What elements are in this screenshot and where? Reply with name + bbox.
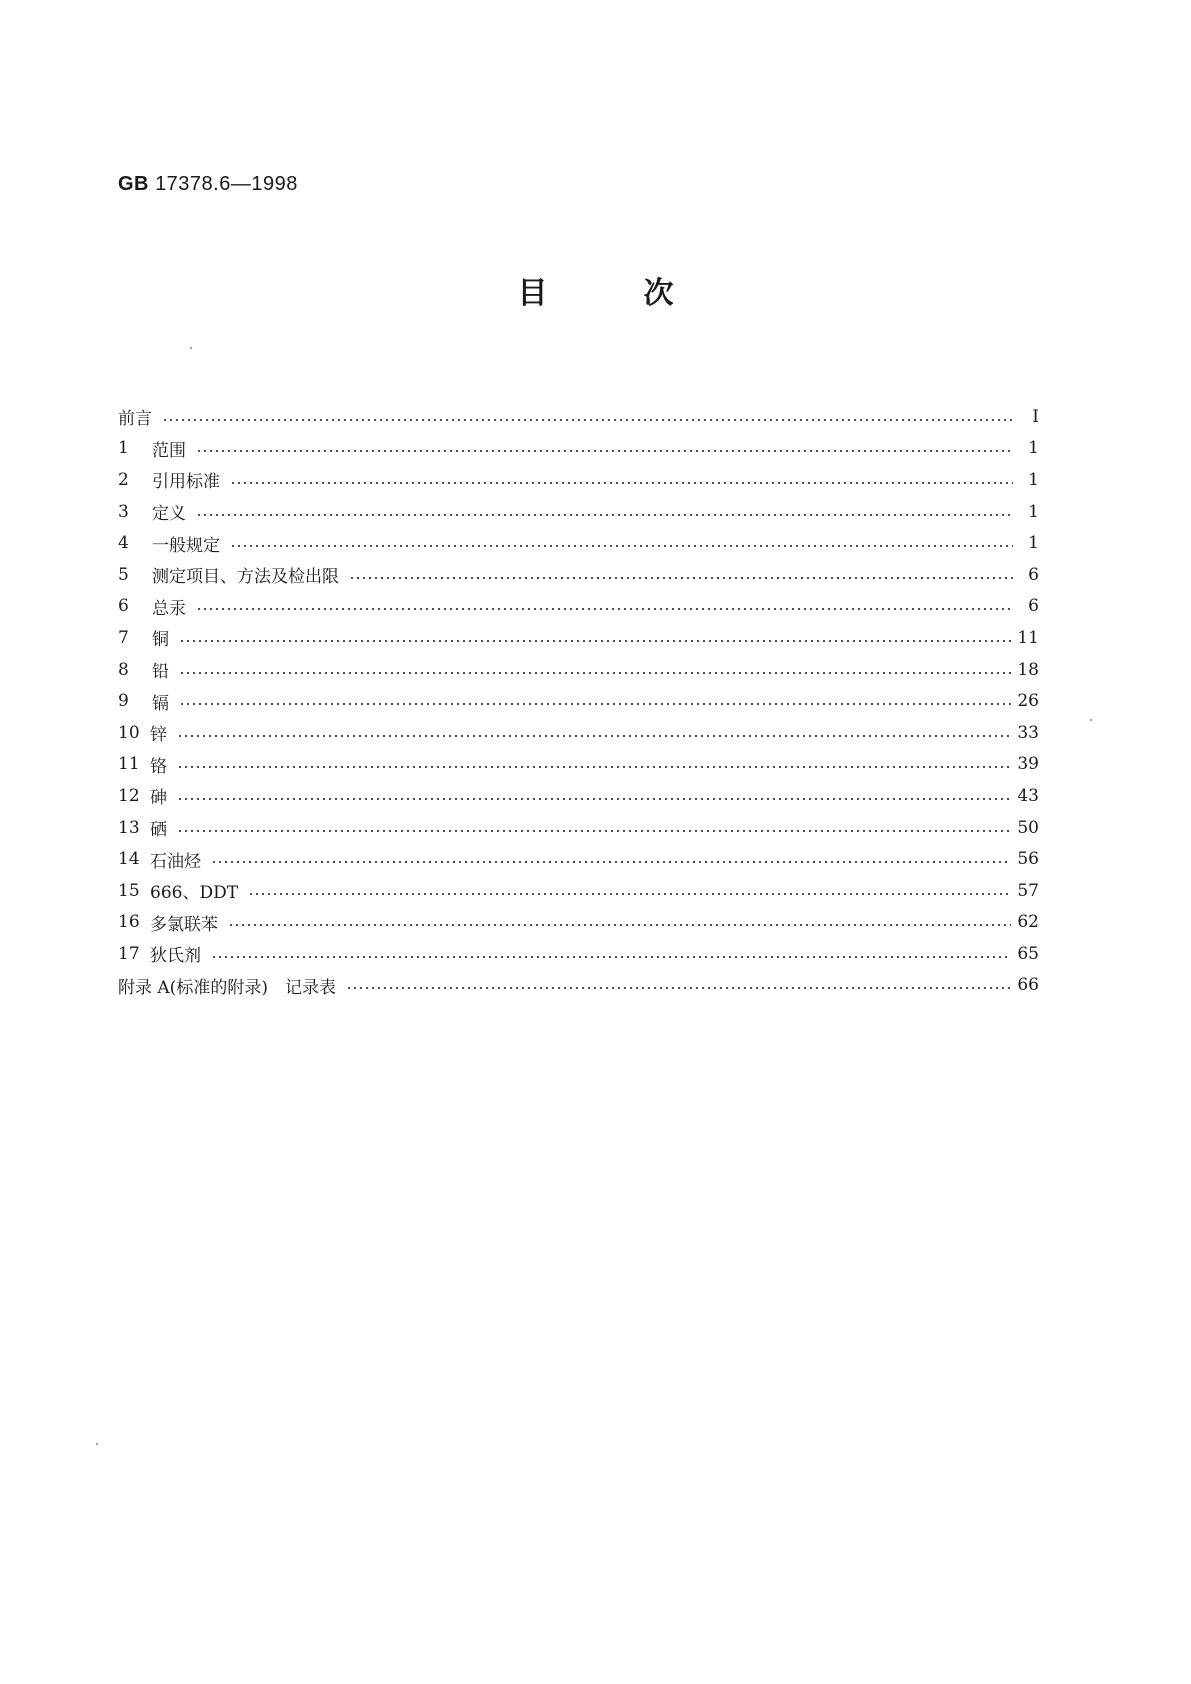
toc-leader-dots [230, 545, 1013, 547]
toc-label: 石油烃 [150, 851, 201, 872]
toc-entry-13[interactable] [118, 812, 1039, 844]
toc-leader-dots [177, 798, 1011, 800]
toc-label: 附录 A(标准的附录) 记录表 [118, 977, 336, 998]
toc-leader-dots [346, 987, 1011, 989]
toc-page-number: 1 [1028, 438, 1039, 459]
toc-label: 铜 [152, 630, 169, 651]
toc-label: 总汞 [152, 598, 186, 619]
toc-section-number: 7 [118, 627, 129, 648]
toc-leader-dots [179, 703, 1011, 705]
toc-page-number: 56 [1017, 849, 1039, 870]
toc-section-number: 5 [118, 564, 129, 585]
toc-entry-9[interactable] [118, 685, 1039, 717]
toc-page-number: 1 [1028, 533, 1039, 554]
toc-leader-dots [349, 577, 1013, 579]
title-char-2: 次 [643, 276, 674, 311]
toc-entry-foreword[interactable] [118, 401, 1039, 433]
toc-page-number: 33 [1017, 722, 1039, 743]
toc-label: 定义 [152, 504, 186, 525]
toc-page-number: 6 [1028, 564, 1039, 585]
toc-label: 前言 [118, 409, 152, 430]
toc-leader-dots [177, 766, 1011, 768]
toc-page-number: I [1032, 406, 1039, 427]
toc-entry-3[interactable] [118, 496, 1039, 528]
table-of-contents [118, 401, 1039, 1001]
scan-speck [96, 1443, 98, 1445]
toc-leader-dots [179, 672, 1011, 674]
toc-leader-dots [228, 924, 1011, 926]
toc-page-number: 50 [1017, 817, 1039, 838]
toc-label: 铅 [152, 662, 169, 683]
toc-section-number: 12 [118, 785, 140, 806]
toc-section-number: 10 [118, 722, 140, 743]
toc-section-number: 17 [118, 943, 140, 964]
toc-entry-10[interactable] [118, 717, 1039, 749]
toc-section-number: 3 [118, 501, 129, 522]
toc-page-number: 18 [1017, 659, 1039, 680]
standard-prefix: GB [118, 173, 149, 195]
toc-page-number: 6 [1028, 596, 1039, 617]
toc-entry-15[interactable] [118, 875, 1039, 907]
toc-leader-dots [211, 956, 1011, 958]
toc-section-number: 1 [118, 438, 129, 459]
toc-leader-dots [230, 482, 1013, 484]
toc-page-number: 65 [1017, 943, 1039, 964]
toc-section-number: 2 [118, 469, 129, 490]
scan-speck [1090, 719, 1092, 721]
toc-leader-dots [162, 419, 1013, 421]
toc-section-number: 8 [118, 659, 129, 680]
toc-section-number: 11 [118, 754, 140, 775]
toc-entry-2[interactable] [118, 464, 1039, 496]
toc-leader-dots [248, 893, 1011, 895]
toc-entry-17[interactable] [118, 938, 1039, 970]
toc-entry-12[interactable] [118, 780, 1039, 812]
toc-entry-6[interactable] [118, 591, 1039, 623]
toc-leader-dots [177, 830, 1011, 832]
toc-page-number: 57 [1017, 880, 1039, 901]
toc-label: 一般规定 [152, 535, 220, 556]
toc-page-number: 43 [1017, 785, 1039, 806]
toc-entry-11[interactable] [118, 749, 1039, 781]
toc-section-number: 13 [118, 817, 140, 838]
toc-label: 砷 [150, 788, 167, 809]
toc-page-number: 62 [1017, 912, 1039, 933]
toc-label: 狄氏剂 [150, 946, 201, 967]
toc-label: 硒 [150, 820, 167, 841]
toc-entry-14[interactable] [118, 843, 1039, 875]
toc-label: 引用标准 [152, 472, 220, 493]
toc-entry-16[interactable] [118, 907, 1039, 939]
toc-section-number: 4 [118, 533, 129, 554]
toc-label: 666、DDT [150, 883, 239, 904]
title-char-1: 目 [517, 276, 548, 311]
toc-label: 多氯联苯 [150, 914, 218, 935]
toc-entry-8[interactable] [118, 654, 1039, 686]
toc-section-number: 9 [118, 691, 129, 712]
toc-entry-1[interactable] [118, 433, 1039, 465]
toc-label: 测定项目、方法及检出限 [152, 567, 339, 588]
toc-entry-7[interactable] [118, 622, 1039, 654]
toc-page-number: 66 [1017, 975, 1039, 996]
toc-label: 铬 [150, 756, 167, 777]
page-title [0, 268, 1191, 312]
toc-leader-dots [179, 640, 1011, 642]
toc-page-number: 11 [1017, 627, 1039, 648]
toc-section-number: 6 [118, 596, 129, 617]
toc-page-number: 26 [1017, 691, 1039, 712]
toc-label: 镉 [152, 693, 169, 714]
toc-entry-5[interactable] [118, 559, 1039, 591]
toc-leader-dots [196, 514, 1013, 516]
standard-code [118, 173, 298, 196]
scan-speck [190, 347, 192, 349]
toc-leader-dots [196, 608, 1013, 610]
toc-page-number: 1 [1028, 501, 1039, 522]
toc-section-number: 16 [118, 912, 140, 933]
toc-leader-dots [196, 450, 1013, 452]
toc-entry-4[interactable] [118, 527, 1039, 559]
toc-page-number: 39 [1017, 754, 1039, 775]
toc-section-number: 15 [118, 880, 140, 901]
toc-label: 锌 [150, 725, 167, 746]
toc-page-number: 1 [1028, 469, 1039, 490]
toc-leader-dots [211, 861, 1011, 863]
toc-section-number: 14 [118, 849, 140, 870]
toc-leader-dots [177, 735, 1011, 737]
standard-number: 17378.6—1998 [155, 173, 298, 195]
toc-label: 范围 [152, 440, 186, 461]
toc-entry-appendix-a[interactable] [118, 970, 1039, 1002]
